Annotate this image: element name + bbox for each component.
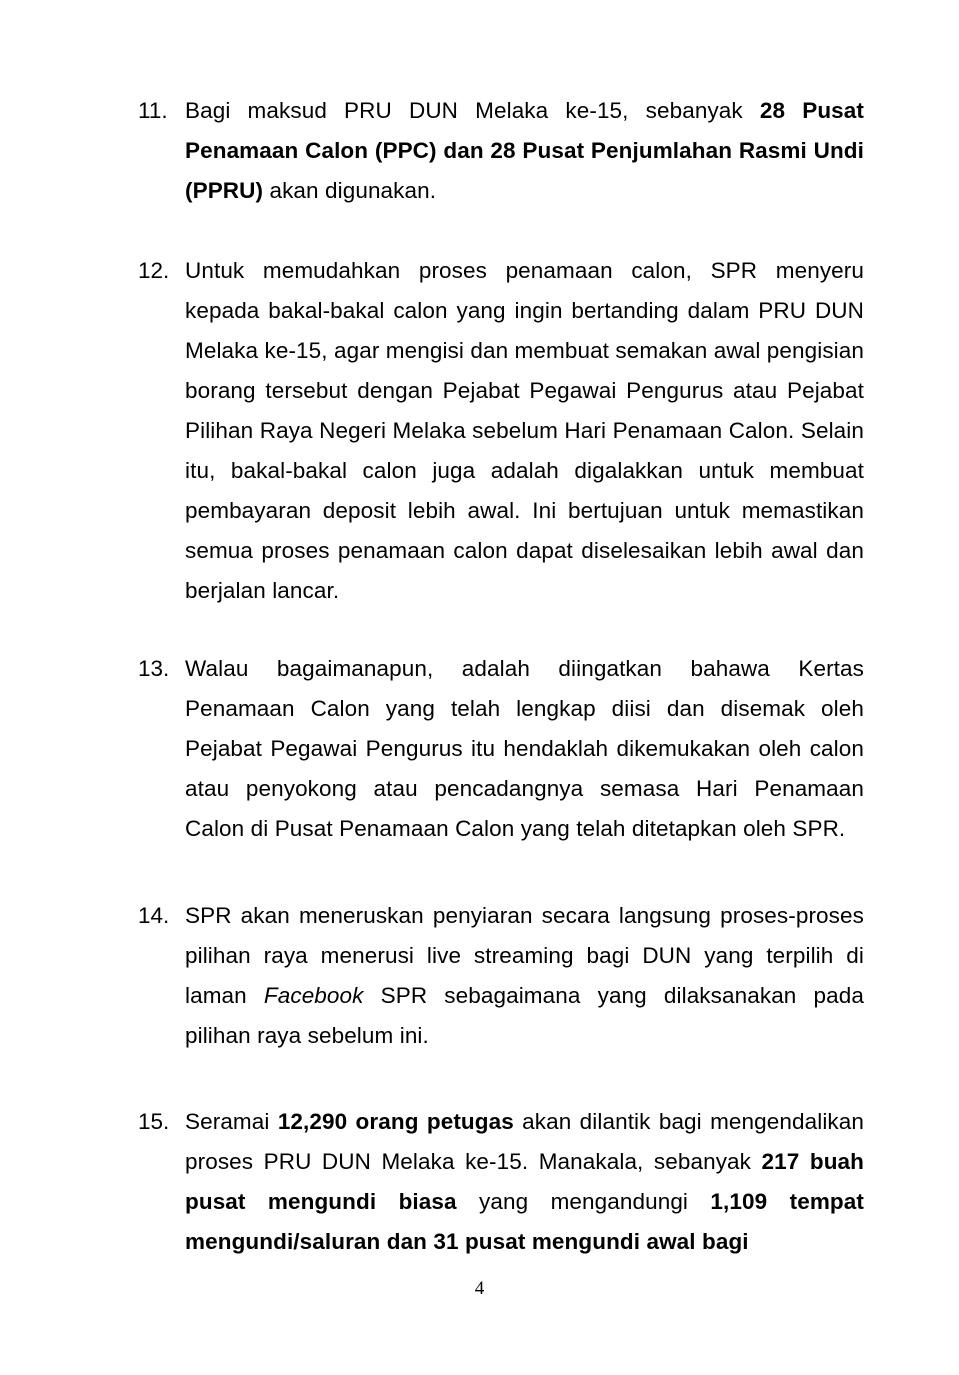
paragraph-number: 13. xyxy=(138,656,170,681)
paragraph-number: 14. xyxy=(138,903,170,928)
text-run: Walau bagaimanapun, adalah diingatkan bahawa Kertas Penamaan Calon yang telah lengkap diisi dan disemak oleh Pejabat Pegawai Pengurus itu hendaklah dikemukakan oleh calon atau penyokong atau pencadangnya semasa Hari Penamaan Calon di Pusat Penamaan Calon yang telah ditetapkan oleh SPR. xyxy=(185,656,864,841)
page-number: 4 xyxy=(474,1278,485,1299)
text-run: Untuk memudahkan proses penamaan calon, SPR menyeru kepada bakal-bakal calon yang ingin bertanding dalam PRU DUN Melaka ke-15, agar mengisi dan membuat semakan awal pengisian borang tersebut dengan Pejabat Pegawai Pengurus atau Pejabat Pilihan Raya Negeri Melaka sebelum Hari Penamaan Calon. Selain itu, bakal-bakal calon juga adalah digalakkan untuk membuat pembayaran deposit lebih awal. Ini bertujuan untuk memastikan semua proses penamaan calon dapat diselesaikan lebih awal dan berjalan lancar. xyxy=(185,258,864,603)
text-run: akan dilantik bagi mengendalikan proses PRU DUN Melaka ke-15. Manakala, sebanyak xyxy=(185,1109,864,1174)
paragraph-text xyxy=(185,91,864,211)
paragraph-number: 15. xyxy=(138,1109,170,1134)
bold-text-run: 12,290 orang petugas xyxy=(277,1109,514,1134)
paragraph-11 xyxy=(138,91,864,211)
paragraph-14 xyxy=(138,896,864,1056)
paragraph-13 xyxy=(138,649,864,849)
bold-text-run: 217 buah pusat mengundi biasa xyxy=(185,1149,864,1214)
text-run: akan digunakan. xyxy=(263,178,437,203)
text-run: yang mengandungi xyxy=(456,1189,711,1214)
paragraph-number: 12. xyxy=(138,258,170,283)
paragraph-text xyxy=(185,896,864,1056)
paragraph-text xyxy=(185,1102,864,1262)
text-run: Seramai xyxy=(185,1109,278,1134)
paragraph-12 xyxy=(138,251,864,611)
bold-text-run: 1,109 tempat mengundi/saluran dan 31 pusat mengundi awal bagi xyxy=(185,1189,864,1254)
paragraph-text xyxy=(185,251,864,611)
text-run: SPR akan meneruskan penyiaran secara langsung proses-proses pilihan raya menerusi live streaming bagi DUN yang terpilih di laman xyxy=(185,903,864,1008)
text-run: SPR sebagaimana yang dilaksanakan pada pilihan raya sebelum ini. xyxy=(185,983,864,1048)
paragraph-15 xyxy=(138,1102,864,1262)
text-run: Bagi maksud PRU DUN Melaka ke-15, sebanyak xyxy=(185,98,760,123)
bold-text-run: 28 Pusat Penamaan Calon (PPC) dan 28 Pusat Penjumlahan Rasmi Undi (PPRU) xyxy=(185,98,864,203)
italic-text-run: Facebook xyxy=(263,983,364,1008)
paragraph-number: 11. xyxy=(138,98,168,123)
paragraph-text xyxy=(185,649,864,849)
